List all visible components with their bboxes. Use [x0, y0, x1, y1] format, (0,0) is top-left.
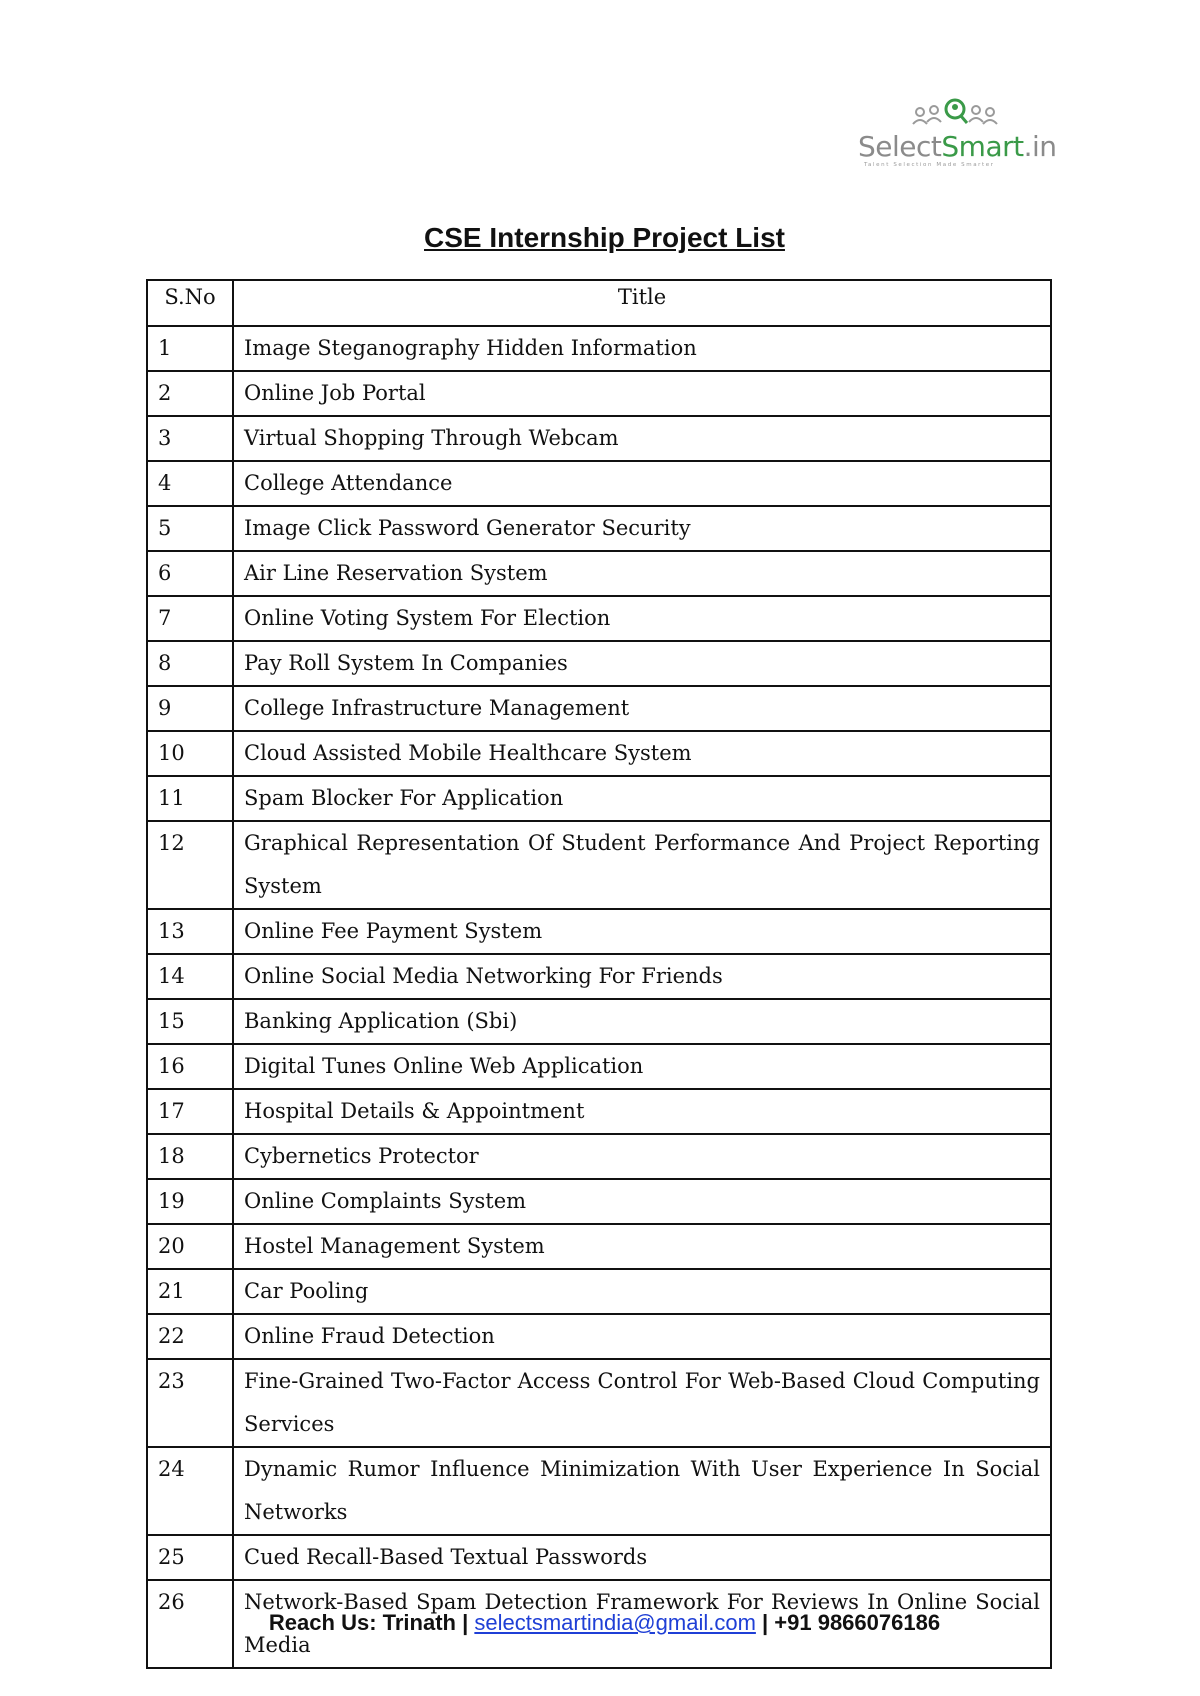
row-number: 4 [147, 461, 233, 506]
row-title: Pay Roll System In Companies [233, 641, 1051, 686]
row-title: Digital Tunes Online Web Application [233, 1044, 1051, 1089]
table-row [147, 999, 1051, 1044]
selectsmart-logo [858, 98, 1058, 170]
table-row [147, 731, 1051, 776]
row-number: 9 [147, 686, 233, 731]
table-row [147, 506, 1051, 551]
row-number: 16 [147, 1044, 233, 1089]
row-number: 20 [147, 1224, 233, 1269]
email-link[interactable]: selectsmartindia@gmail.com [474, 1610, 756, 1635]
row-number: 2 [147, 371, 233, 416]
table-row [147, 776, 1051, 821]
row-number: 15 [147, 999, 233, 1044]
table-row [147, 641, 1051, 686]
table-row [147, 1224, 1051, 1269]
table-row [147, 1044, 1051, 1089]
row-title: Cybernetics Protector [233, 1134, 1051, 1179]
row-number: 11 [147, 776, 233, 821]
project-table [146, 279, 1052, 1669]
row-number: 18 [147, 1134, 233, 1179]
logo-wordmark: SelectSmart.in [858, 130, 1057, 163]
page-title: CSE Internship Project List [424, 222, 785, 253]
row-title: Car Pooling [233, 1269, 1051, 1314]
row-number: 12 [147, 821, 233, 909]
table-header-row [147, 280, 1051, 326]
row-title: College Infrastructure Management [233, 686, 1051, 731]
row-title: Online Complaints System [233, 1179, 1051, 1224]
table-row [147, 461, 1051, 506]
row-title: Air Line Reservation System [233, 551, 1051, 596]
row-title: Fine-Grained Two-Factor Access Control For Web-Based Cloud Computing Services [233, 1359, 1051, 1447]
contact-footer [0, 1610, 1200, 1636]
table-row [147, 686, 1051, 731]
row-number: 8 [147, 641, 233, 686]
row-number: 26 [147, 1580, 233, 1668]
table-row [147, 821, 1051, 909]
table-row [147, 1089, 1051, 1134]
header-sno: S.No [147, 280, 233, 326]
row-number: 14 [147, 954, 233, 999]
row-title: Network-Based Spam Detection Framework For Reviews In Online Social Media [233, 1580, 1051, 1668]
row-number: 6 [147, 551, 233, 596]
row-number: 10 [147, 731, 233, 776]
row-title: Online Voting System For Election [233, 596, 1051, 641]
row-number: 1 [147, 326, 233, 371]
row-title: Image Steganography Hidden Information [233, 326, 1051, 371]
row-title: Spam Blocker For Application [233, 776, 1051, 821]
table-row [147, 1447, 1051, 1535]
table-row [147, 954, 1051, 999]
table-row [147, 1179, 1051, 1224]
row-title: Online Social Media Networking For Friends [233, 954, 1051, 999]
table-row [147, 1359, 1051, 1447]
row-title: Banking Application (Sbi) [233, 999, 1051, 1044]
row-number: 23 [147, 1359, 233, 1447]
table-row [147, 1134, 1051, 1179]
table-row [147, 416, 1051, 461]
logo-tagline: Talent Selection Made Smarter [864, 162, 995, 168]
row-number: 19 [147, 1179, 233, 1224]
table-row [147, 1269, 1051, 1314]
row-title: Graphical Representation Of Student Performance And Project Reporting System [233, 821, 1051, 909]
row-number: 21 [147, 1269, 233, 1314]
row-title: College Attendance [233, 461, 1051, 506]
row-number: 17 [147, 1089, 233, 1134]
row-number: 5 [147, 506, 233, 551]
row-number: 22 [147, 1314, 233, 1359]
table-row [147, 909, 1051, 954]
row-title: Hospital Details & Appointment [233, 1089, 1051, 1134]
table-row [147, 326, 1051, 371]
row-title: Online Job Portal [233, 371, 1051, 416]
footer-phone: | +91 9866076186 [762, 1610, 941, 1635]
table-row [147, 1314, 1051, 1359]
row-number: 24 [147, 1447, 233, 1535]
row-title: Cloud Assisted Mobile Healthcare System [233, 731, 1051, 776]
row-title: Online Fee Payment System [233, 909, 1051, 954]
table-row [147, 371, 1051, 416]
table-row [147, 1535, 1051, 1580]
people-search-icon [910, 98, 1000, 130]
row-title: Dynamic Rumor Influence Minimization With User Experience In Social Networks [233, 1447, 1051, 1535]
row-title: Online Fraud Detection [233, 1314, 1051, 1359]
header-title: Title [233, 280, 1051, 326]
footer-prefix: Reach Us: Trinath | [268, 1610, 469, 1635]
row-number: 25 [147, 1535, 233, 1580]
row-number: 13 [147, 909, 233, 954]
table-row [147, 596, 1051, 641]
row-number: 7 [147, 596, 233, 641]
row-title: Image Click Password Generator Security [233, 506, 1051, 551]
row-title: Cued Recall-Based Textual Passwords [233, 1535, 1051, 1580]
row-title: Hostel Management System [233, 1224, 1051, 1269]
row-title: Virtual Shopping Through Webcam [233, 416, 1051, 461]
row-number: 3 [147, 416, 233, 461]
table-row [147, 551, 1051, 596]
